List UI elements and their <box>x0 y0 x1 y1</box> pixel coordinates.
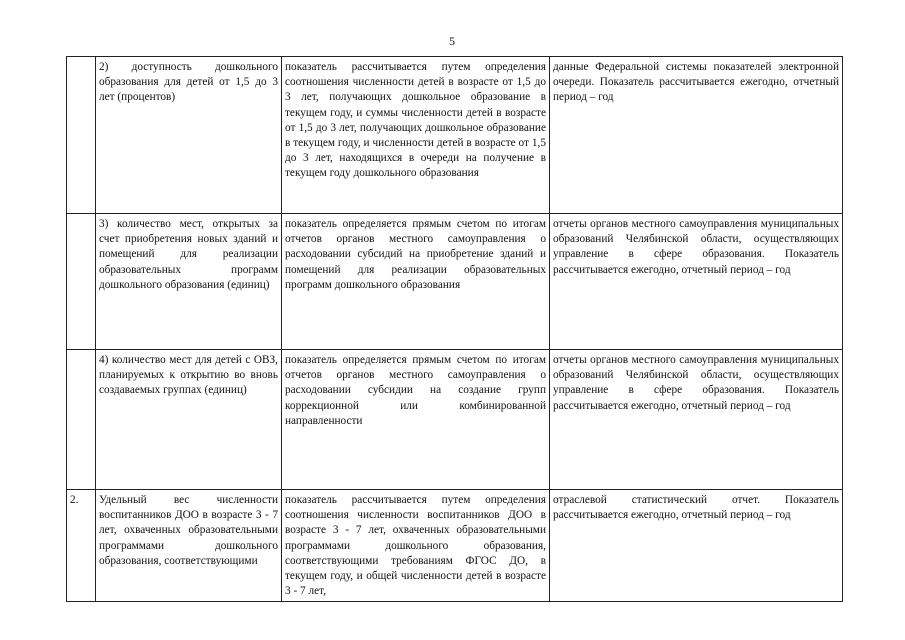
row-number-cell: 2. <box>67 490 96 602</box>
method-cell: показатель определяется прямым счетом по итогам отчетов органов местного самоуправления о расходовании субсидий на приобретение зданий и помещений для реализации образовательных программ дошкольного образования <box>282 214 550 350</box>
indicators-table <box>66 56 843 602</box>
table-row <box>67 350 843 490</box>
table-row <box>67 57 843 214</box>
indicator-cell: 2) доступность дошкольного образования для детей от 1,5 до 3 лет (процентов) <box>96 57 282 214</box>
source-cell: данные Федеральной системы показателей электронной очереди. Показатель рассчитывается ежегодно, отчетный период – год <box>550 57 843 214</box>
indicator-cell: Удельный вес численности воспитанников ДОО в возрасте 3 - 7 лет, охваченных образовательными программами дошкольного образования, соответствующими <box>96 490 282 602</box>
method-cell: показатель рассчитывается путем определения соотношения численности воспитанников ДОО в возрасте 3 - 7 лет, охваченных образовательными программами дошкольного образования, соответствующими требованиям ФГОС ДО, в текущем году, и общей численности детей в возрасте 3 - 7 лет, <box>282 490 550 602</box>
indicator-cell: 3) количество мест, открытых за счет приобретения новых зданий и помещений для реализации образовательных программ дошкольного образования (единиц) <box>96 214 282 350</box>
row-number-cell <box>67 214 96 350</box>
source-cell: отчеты органов местного самоуправления муниципальных образований Челябинской области, осуществляющих управление в сфере образования. Показатель рассчитывается ежегодно, отчетный период – год <box>550 214 843 350</box>
table-row <box>67 214 843 350</box>
row-number-cell <box>67 350 96 490</box>
source-cell: отчеты органов местного самоуправления муниципальных образований Челябинской области, осуществляющих управление в сфере образования. Показатель рассчитывается ежегодно, отчетный период – год <box>550 350 843 490</box>
indicator-cell: 4) количество мест для детей с ОВЗ, планируемых к открытию во вновь создаваемых группах (единиц) <box>96 350 282 490</box>
page-number: 5 <box>449 34 455 48</box>
method-cell: показатель рассчитывается путем определения соотношения численности детей в возрасте от 1,5 до 3 лет, получающих дошкольное образование в текущем году, и суммы численности детей в возрасте от 1,5 до 3 лет, получающих дошкольное образование в текущем году, и численности детей в возрасте от 1,5 до 3 лет, находящихся в очереди на получение в текущем году дошкольного образования <box>282 57 550 214</box>
method-cell: показатель определяется прямым счетом по итогам отчетов органов местного самоуправления о расходовании субсидии на создание групп коррекционной или комбинированной направленности <box>282 350 550 490</box>
table-row <box>67 490 843 602</box>
row-number-cell <box>67 57 96 214</box>
source-cell: отраслевой статистический отчет. Показатель рассчитывается ежегодно, отчетный период – год <box>550 490 843 602</box>
